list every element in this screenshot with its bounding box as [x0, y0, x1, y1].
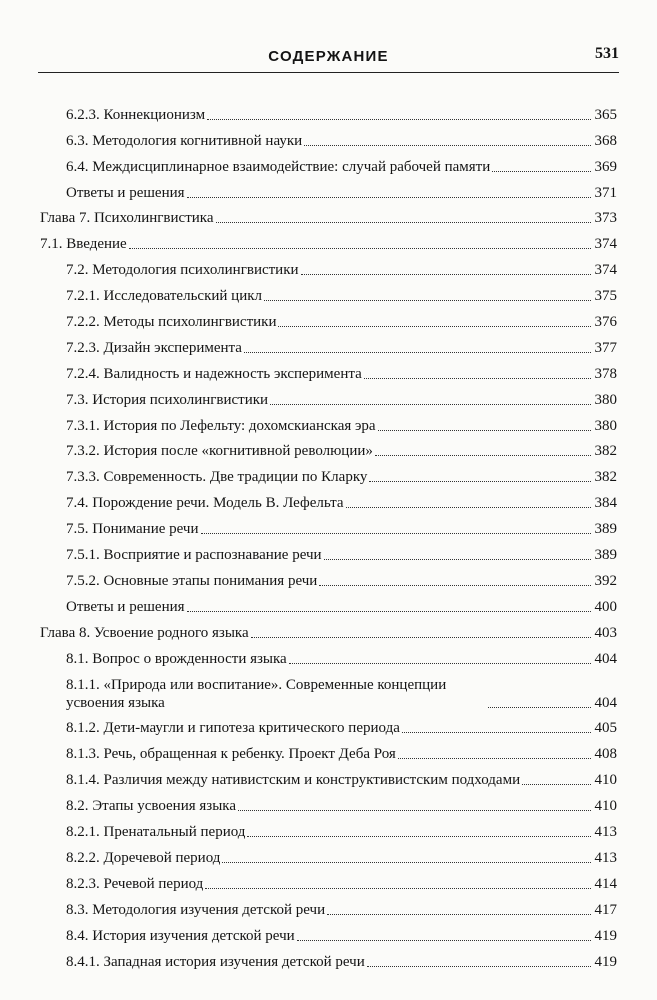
toc-entry-title: 8.1. Вопрос о врожденности языка: [66, 650, 287, 667]
toc-entry-title: 8.2.2. Доречевой период: [66, 849, 221, 866]
toc-entry-title: 7.2.4. Валидность и надежность эксперимента: [66, 365, 362, 382]
dot-leader: [207, 119, 591, 120]
toc-entry: [40, 668, 617, 712]
toc-entry-title: 7.3. История психолингвистики: [66, 391, 269, 408]
toc-entry-page: 404: [594, 694, 617, 711]
toc-entry-title: 8.2.1. Пренатальный период: [66, 824, 246, 841]
dot-leader: [264, 300, 591, 301]
toc-entry-title: 7.1. Введение: [40, 236, 127, 253]
toc-entry-page: 389: [594, 521, 617, 538]
toc-entry-page: 419: [594, 953, 617, 970]
toc-entry-page: 414: [594, 875, 617, 892]
toc-entry: [40, 331, 617, 357]
dot-leader: [289, 663, 591, 664]
toc-entry: [40, 98, 617, 124]
toc-entry: [40, 150, 617, 176]
toc-entry-title: 6.3. Методология когнитивной науки: [66, 132, 303, 149]
dot-leader: [187, 197, 591, 198]
toc-entry-title: Глава 7. Психолингвистика: [40, 210, 214, 227]
toc-entry-title: 8.4. История изучения детской речи: [66, 927, 295, 944]
dot-leader: [327, 914, 591, 915]
toc-entry-title: 8.2.3. Речевой период: [66, 875, 204, 892]
dot-leader: [247, 836, 591, 837]
toc-entry: [40, 409, 617, 435]
toc-entry-page: 376: [594, 314, 617, 331]
header-rule: [38, 72, 619, 73]
toc-entry-title: 8.1.4. Различия между нативистским и конструктивистским подходами: [66, 772, 521, 789]
toc-chapter-entry: [40, 616, 617, 642]
toc-entry: [40, 789, 617, 815]
toc-entry-title: 7.5. Понимание речи: [66, 521, 199, 538]
toc-entry-title: 7.4. Порождение речи. Модель В. Лефельта: [66, 495, 344, 512]
toc-chapter-entry: [40, 202, 617, 228]
toc-entry: [40, 357, 617, 383]
toc-entry-page: 410: [594, 798, 617, 815]
toc-entry-page: 380: [594, 417, 617, 434]
toc-entry-title: 6.2.3. Коннекционизм: [66, 106, 206, 123]
toc-entry-title: 7.5.2. Основные этапы понимания речи: [66, 572, 318, 589]
toc-entry: [40, 815, 617, 841]
toc-entry-page: 380: [594, 391, 617, 408]
toc-chapter-entry: [40, 227, 617, 253]
dot-leader: [324, 559, 591, 560]
toc-entry: [40, 893, 617, 919]
toc-entry-title: Ответы и решения: [66, 184, 185, 201]
toc-entry-page: 369: [594, 158, 617, 175]
dot-leader: [367, 966, 591, 967]
toc-entry-title: 7.2. Методология психолингвистики: [66, 262, 299, 279]
dot-leader: [201, 533, 591, 534]
toc-entry-title: 7.2.1. Исследовательский цикл: [66, 288, 262, 305]
toc-entry: [40, 919, 617, 945]
dot-leader: [297, 940, 591, 941]
toc-entry-page: 389: [594, 547, 617, 564]
page-number: 531: [595, 45, 619, 62]
dot-leader: [398, 758, 591, 759]
dot-leader: [488, 707, 591, 708]
toc-entry-page: 403: [594, 624, 617, 641]
dot-leader: [378, 430, 591, 431]
dot-leader: [205, 888, 591, 889]
dot-leader: [319, 585, 591, 586]
dot-leader: [346, 507, 591, 508]
toc-entry: [40, 253, 617, 279]
toc-entry: [40, 538, 617, 564]
toc-entry: [40, 124, 617, 150]
dot-leader: [270, 404, 591, 405]
toc-entry-page: 413: [594, 849, 617, 866]
toc-entry-title: 7.3.3. Современность. Две традиции по Кларку: [66, 469, 368, 486]
toc-entry: [40, 590, 617, 616]
dot-leader: [244, 352, 591, 353]
toc-entry-page: 413: [594, 824, 617, 841]
toc-entry: [40, 642, 617, 668]
toc-entry-page: 378: [594, 365, 617, 382]
dot-leader: [402, 732, 591, 733]
toc-entry-title: 7.2.3. Дизайн эксперимента: [66, 339, 242, 356]
dot-leader: [222, 862, 591, 863]
toc-entry-title: Глава 8. Усвоение родного языка: [40, 624, 249, 641]
dot-leader: [492, 171, 591, 172]
dot-leader: [369, 481, 591, 482]
toc-entry-page: 368: [594, 132, 617, 149]
toc-entry-page: 371: [594, 184, 617, 201]
toc-entry-title: 7.3.1. История по Лефельту: дохомскианская эра: [66, 417, 376, 434]
toc-entry-page: 408: [594, 746, 617, 763]
toc-entry-title: 8.1.2. Дети-маугли и гипотеза критического периода: [66, 720, 400, 737]
dot-leader: [278, 326, 591, 327]
dot-leader: [522, 784, 591, 785]
toc-entry-page: 373: [594, 210, 617, 227]
toc-entry-page: 417: [594, 901, 617, 918]
page-title: СОДЕРЖАНИЕ: [268, 48, 389, 65]
toc-entry-title: 8.4.1. Западная история изучения детской речи: [66, 953, 365, 970]
toc-entry: [40, 867, 617, 893]
toc-entry: [40, 279, 617, 305]
toc-entry: [40, 945, 617, 971]
toc-entry: [40, 737, 617, 763]
dot-leader: [238, 810, 591, 811]
toc-entry-page: 384: [594, 495, 617, 512]
toc-entry-title: 7.2.2. Методы психолингвистики: [66, 314, 277, 331]
toc-entry-title: 8.2. Этапы усвоения языка: [66, 798, 237, 815]
table-of-contents: [40, 98, 617, 971]
toc-entry: [40, 383, 617, 409]
toc-entry-title: 7.5.1. Восприятие и распознавание речи: [66, 547, 322, 564]
toc-entry-page: 392: [594, 572, 617, 589]
toc-entry-page: 377: [594, 339, 617, 356]
toc-entry-title: 8.3. Методология изучения детской речи: [66, 901, 326, 918]
toc-entry: [40, 460, 617, 486]
dot-leader: [375, 455, 591, 456]
dot-leader: [187, 611, 591, 612]
toc-entry-title: 6.4. Междисциплинарное взаимодействие: случай рабочей памяти: [66, 158, 491, 175]
toc-entry-page: 419: [594, 927, 617, 944]
toc-entry-title: 8.1.1. «Природа или воспитание». Современные концепции усвоения языка: [66, 676, 447, 711]
toc-entry-title: 7.3.2. История после «когнитивной революции»: [66, 443, 373, 460]
toc-entry-page: 404: [594, 650, 617, 667]
toc-entry: [40, 841, 617, 867]
dot-leader: [129, 248, 591, 249]
toc-entry: [40, 512, 617, 538]
toc-entry-page: 374: [594, 236, 617, 253]
toc-entry-title: Ответы и решения: [66, 598, 185, 615]
toc-entry: [40, 435, 617, 461]
toc-entry: [40, 486, 617, 512]
toc-entry: [40, 564, 617, 590]
toc-entry: [40, 305, 617, 331]
running-header: [38, 40, 619, 70]
toc-entry-page: 374: [594, 262, 617, 279]
toc-entry-title: 8.1.3. Речь, обращенная к ребенку. Проект Деба Роя: [66, 746, 396, 763]
dot-leader: [304, 145, 591, 146]
toc-entry-page: 382: [594, 443, 617, 460]
dot-leader: [301, 274, 591, 275]
toc-entry: [40, 763, 617, 789]
dot-leader: [251, 637, 591, 638]
toc-entry: [40, 176, 617, 202]
toc-entry-page: 365: [594, 106, 617, 123]
toc-entry-page: 375: [594, 288, 617, 305]
toc-entry: [40, 712, 617, 738]
toc-entry-page: 400: [594, 598, 617, 615]
dot-leader: [364, 378, 591, 379]
toc-entry-page: 405: [594, 720, 617, 737]
toc-entry-page: 382: [594, 469, 617, 486]
toc-entry-page: 410: [594, 772, 617, 789]
dot-leader: [216, 222, 592, 223]
